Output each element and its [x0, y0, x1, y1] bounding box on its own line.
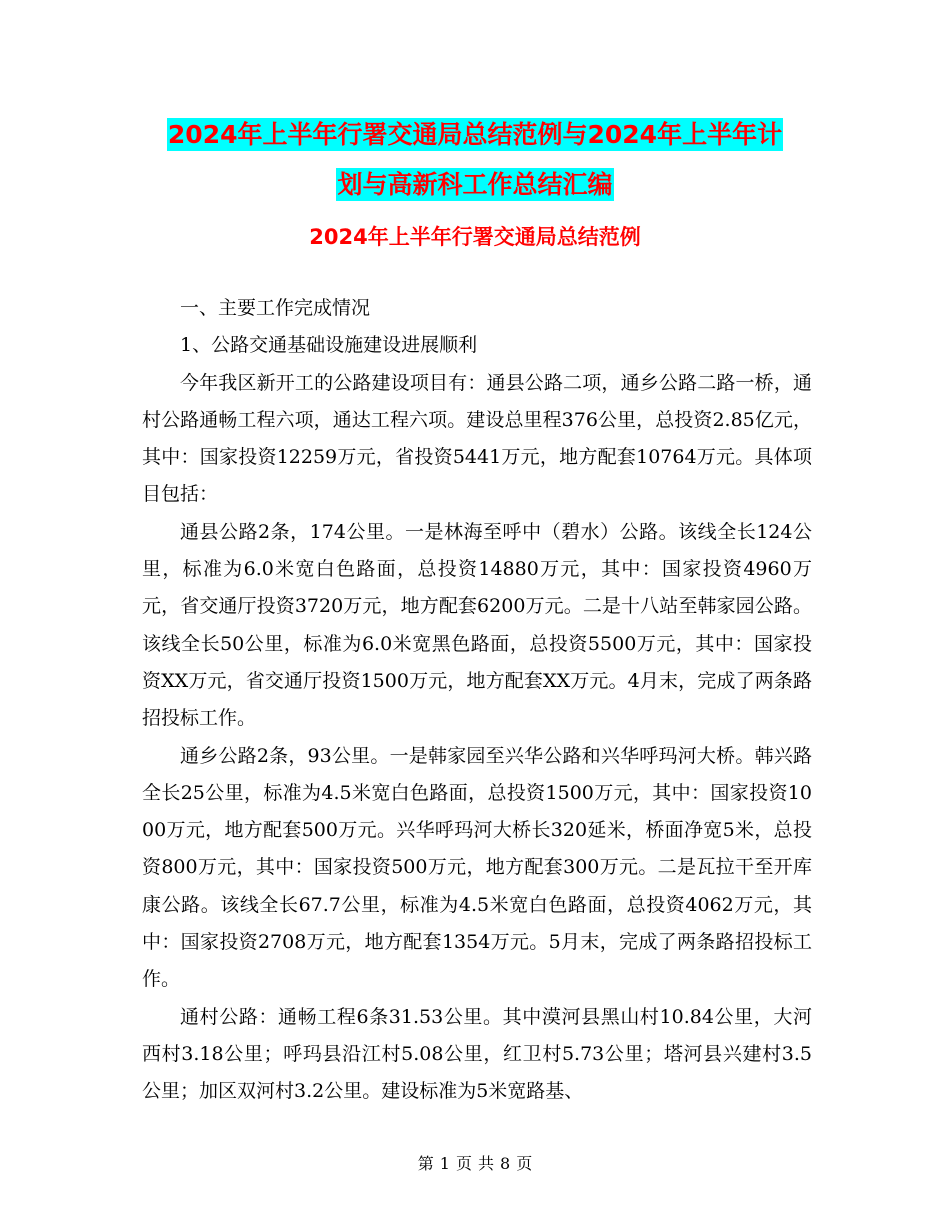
footer-total-pages: 8	[500, 1154, 511, 1173]
page-footer	[0, 1152, 950, 1176]
paragraph: 1、公路交通基础设施建设进展顺利	[180, 334, 478, 357]
footer-prefix: 第	[417, 1154, 434, 1173]
paragraph: 通村公路：通畅工程6条31.53公里。其中漠河县黑山村10.84公里，大河西村3.18公里；呼玛县沿江村5.08公里，红卫村5.73公里；塔河县兴建村3.5公里；加区双河村3.2公里。建设标准为5米宽路基、	[142, 1005, 812, 1103]
paragraph: 通乡公路2条，93公里。一是韩家园至兴华公路和兴华呼玛河大桥。韩兴路全长25公里，标准为4.5米宽白色路面，总投资1500万元，其中：国家投资1000万元，地方配套500万元。兴华呼玛河大桥长320延米，桥面净宽5米，总投资800万元，其中：国家投资500万元，地方配套300万元。二是瓦拉干至开库康公路。该线全长67.7公里，标准为4.5米宽白色路面，总投资4062万元，其中：国家投资2708万元，地方配套1354万元。5月末，完成了两条路招投标工作。	[142, 744, 812, 991]
paragraph: 通县公路2条，174公里。一是林海至呼中（碧水）公路。该线全长124公里，标准为6.0米宽白色路面，总投资14880万元，其中：国家投资4960万元，省交通厅投资3720万元，地方配套6200万元。二是十八站至韩家园公路。该线全长50公里，标准为6.0米宽黑色路面，总投资5500万元，其中：国家投资XX万元，省交通厅投资1500万元，地方配套XX万元。4月末，完成了两条路招投标工作。	[142, 520, 812, 730]
title-line-1	[0, 112, 950, 158]
document-body	[142, 290, 812, 1111]
footer-total-prefix: 共	[478, 1154, 495, 1173]
footer-page-number: 1	[439, 1154, 450, 1173]
title-line-2	[0, 162, 950, 208]
paragraph: 今年我区新开工的公路建设项目有：通县公路二项，通乡公路二路一桥，通村公路通畅工程六项，通达工程六项。建设总里程376公里，总投资2.85亿元，其中：国家投资12259万元，省投资5441万元，地方配套10764万元。具体项目包括：	[142, 371, 812, 506]
section-title: 2024年上半年行署交通局总结范例	[309, 225, 641, 249]
title-text-2: 划与高新科工作总结汇编	[337, 170, 613, 199]
footer-page-unit: 页	[455, 1154, 472, 1173]
document-title	[0, 112, 950, 208]
title-text-1: 2024年上半年行署交通局总结范例与2024年上半年计	[167, 120, 783, 149]
paragraph: 一、主要工作完成情况	[180, 297, 371, 319]
footer-total-unit: 页	[516, 1154, 533, 1173]
